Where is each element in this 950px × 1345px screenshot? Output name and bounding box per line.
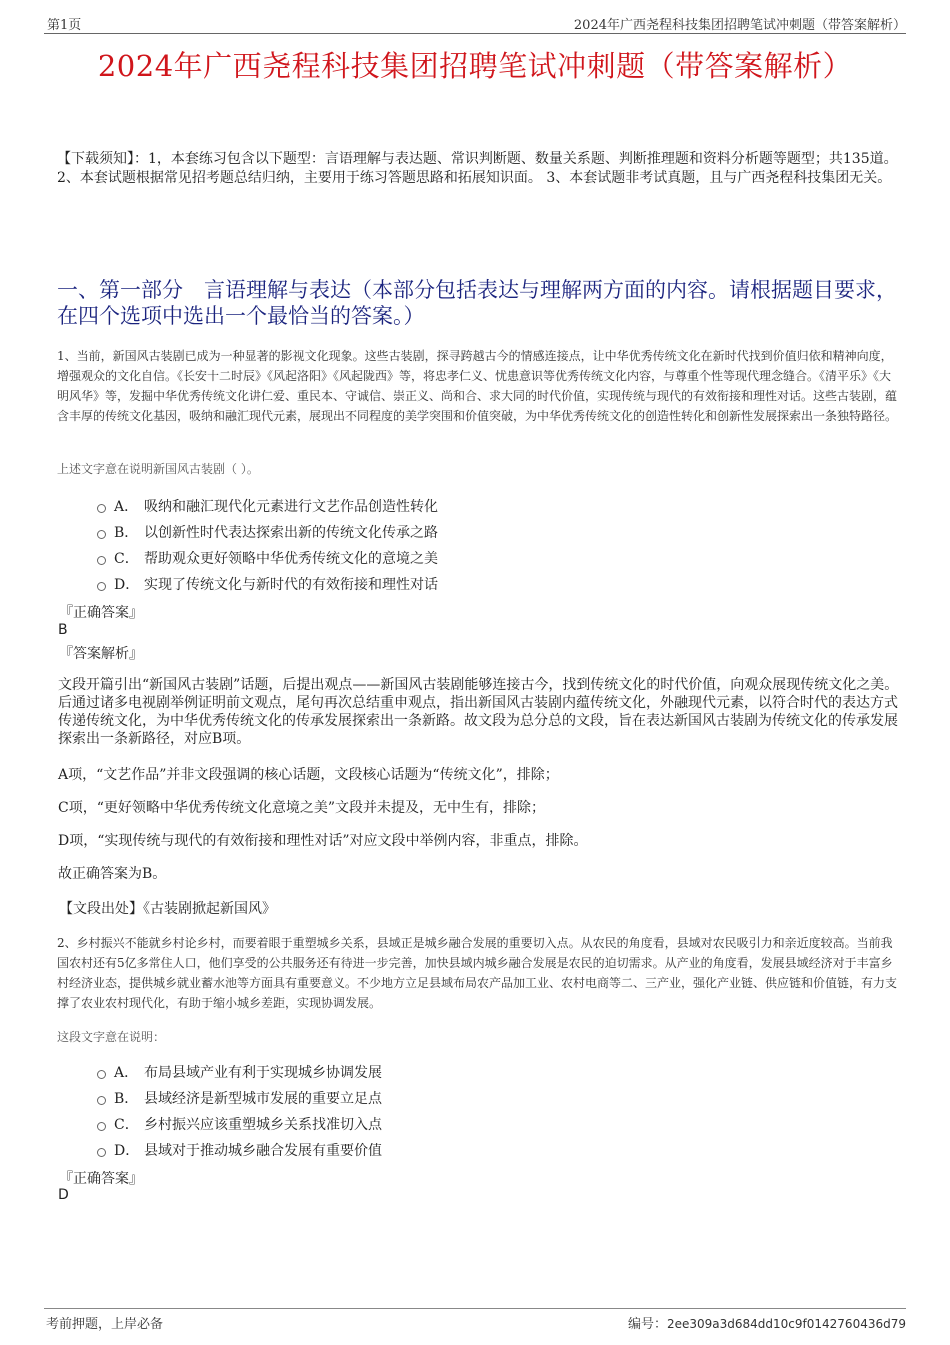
analysis-paragraph: D项，“实现传统与现代的有效衔接和理性对话”对应文段中举例内容，非重点，排除。 [58,833,588,849]
footer-divider [44,1308,906,1309]
question-1-options [97,493,438,597]
analysis-label: 『答案解析』 [59,646,143,662]
page-number: 第1页 [47,18,82,33]
option-b[interactable] [97,1085,382,1111]
correct-answer-label: 『正确答案』 [59,605,143,621]
radio-button-icon[interactable] [97,530,106,539]
option-c[interactable] [97,1111,382,1137]
option-letter: C． [114,1117,139,1133]
option-text: 以创新性时代表达探索出新的传统文化传承之路 [144,525,438,541]
radio-button-icon[interactable] [97,1122,106,1131]
source-citation: 【文段出处】《古装剧掀起新国风》 [59,901,276,917]
radio-button-icon[interactable] [97,582,106,591]
radio-button-icon[interactable] [97,504,106,513]
code-label: 编号： [627,1317,667,1332]
option-letter: B． [114,1091,139,1107]
question-1-passage: 1、当前，新国风古装剧已成为一种显著的影视文化现象。这些古装剧，探寻跨越古今的情感连接点，让中华优秀传统文化在新时代找到价值归依和精神向度，增强观众的文化自信。《长安十二时辰》《风起洛阳》《风起陇西》等，将忠孝仁义、忧患意识等优秀传统文化内容，与尊重个性等现代理念缝合。《清平乐》《大明风华》等，发掘中华优秀传统文化讲仁爱、重民本、守诚信、崇正义、尚和合、求大同的时代价值，实现传统与现代的有效衔接和理性对话。这些古装剧，蕴含丰厚的传统文化基因，吸纳和融汇现代元素，展现出不同程度的美学突围和价值突破，为中华优秀传统文化的创造性转化和创新性发展探索出一条独特路径。 [57,349,898,423]
section-heading: 一、第一部分 言语理解与表达（本部分包括表达与理解两方面的内容。请根据题目要求，在四个选项中选出一个最恰当的答案。） [57,278,897,328]
document-code [628,1313,906,1332]
question-1-stem: 上述文字意在说明新国风古装剧（ ）。 [57,462,259,476]
option-d[interactable] [97,1137,382,1163]
radio-button-icon[interactable] [97,556,106,565]
correct-answer-value: D [58,1187,69,1203]
option-text: 县域经济是新型城市发展的重要立足点 [144,1091,382,1107]
analysis-paragraph: A项，“文艺作品”并非文段强调的核心话题，文段核心话题为“传统文化”，排除； [58,767,559,783]
correct-answer-label: 『正确答案』 [59,1171,143,1187]
radio-button-icon[interactable] [97,1096,106,1105]
option-letter: C． [114,551,139,567]
option-text: 帮助观众更好领略中华优秀传统文化的意境之美 [144,551,438,567]
header-divider [44,33,906,34]
download-notice: 【下载须知】：1，本套练习包含以下题型：言语理解与表达题、常识判断题、数量关系题、判断推理题和资料分析题等题型；共135道。 2、本套试题根据常见招考题总结归纳，主要用于练习答题思路和拓展知识面。 3、本套试题非考试真题，且与广西尧程科技集团无关。 [57,151,898,186]
option-c[interactable] [97,545,438,571]
option-text: 布局县域产业有利于实现城乡协调发展 [144,1065,382,1081]
analysis-paragraph: 故正确答案为B。 [58,866,167,882]
option-letter: A． [114,499,139,515]
correct-answer-value: B [58,622,68,638]
option-text: 县域对于推动城乡融合发展有重要价值 [144,1143,382,1159]
question-2-passage: 2、乡村振兴不能就乡村论乡村，而要着眼于重塑城乡关系，县域正是城乡融合发展的重要切入点。从农民的角度看，县域对农民吸引力和亲近度较高。当前我国农村还有5亿多常住人口，他们享受的公共服务还有待进一步完善，加快县域内城乡融合发展是农民的迫切需求。从产业的角度看，发展县域经济对于丰富乡村经济业态，提供城乡就业蓄水池等方面具有重要意义。不少地方立足县域布局农产品加工业、农村电商等二、三产业，强化产业链、供应链和价值链，有力支撑了农业农村现代化，有助于缩小城乡差距，实现协调发展。 [57,936,898,1010]
option-d[interactable] [97,571,438,597]
analysis-paragraph: C项，“更好领略中华优秀传统文化意境之美”文段并未提及，无中生有，排除； [58,800,546,816]
option-letter: A． [114,1065,139,1081]
radio-button-icon[interactable] [97,1148,106,1157]
question-2-options [97,1059,382,1163]
analysis-paragraph: 文段开篇引出“新国风古装剧”话题，后提出观点——新国风古装剧能够连接古今，找到传统文化的时代价值，向观众展现传统文化之美。后通过诸多电视剧举例证明前文观点，尾句再次总结重申观点，指出新国风古装剧内蕴传统文化，外融现代元素，以符合时代的表达方式传递传统文化，为中华优秀传统文化的传承发展探索出一条新路。故文段为总分总的文段，旨在表达新国风古装剧为传统文化的传承发展探索出一条新路径，对应B项。 [58,677,899,747]
option-b[interactable] [97,519,438,545]
option-a[interactable] [97,1059,382,1085]
option-letter: B． [114,525,139,541]
running-header-title: 2024年广西尧程科技集团招聘笔试冲刺题（带答案解析） [573,18,906,33]
option-letter: D． [114,577,140,593]
question-2-stem: 这段文字意在说明： [57,1030,166,1044]
option-text: 吸纳和融汇现代化元素进行文艺作品创造性转化 [144,499,438,515]
option-letter: D． [114,1143,140,1159]
option-text: 乡村振兴应该重塑城乡关系找准切入点 [144,1117,382,1133]
option-a[interactable] [97,493,438,519]
footer-slogan: 考前押题，上岸必备 [46,1317,164,1332]
code-value: 2ee309a3d684dd10c9f0142760436d79 [666,1317,906,1331]
radio-button-icon[interactable] [97,1070,106,1079]
option-text: 实现了传统文化与新时代的有效衔接和理性对话 [144,577,438,593]
document-title: 2024年广西尧程科技集团招聘笔试冲刺题（带答案解析） [97,49,853,83]
